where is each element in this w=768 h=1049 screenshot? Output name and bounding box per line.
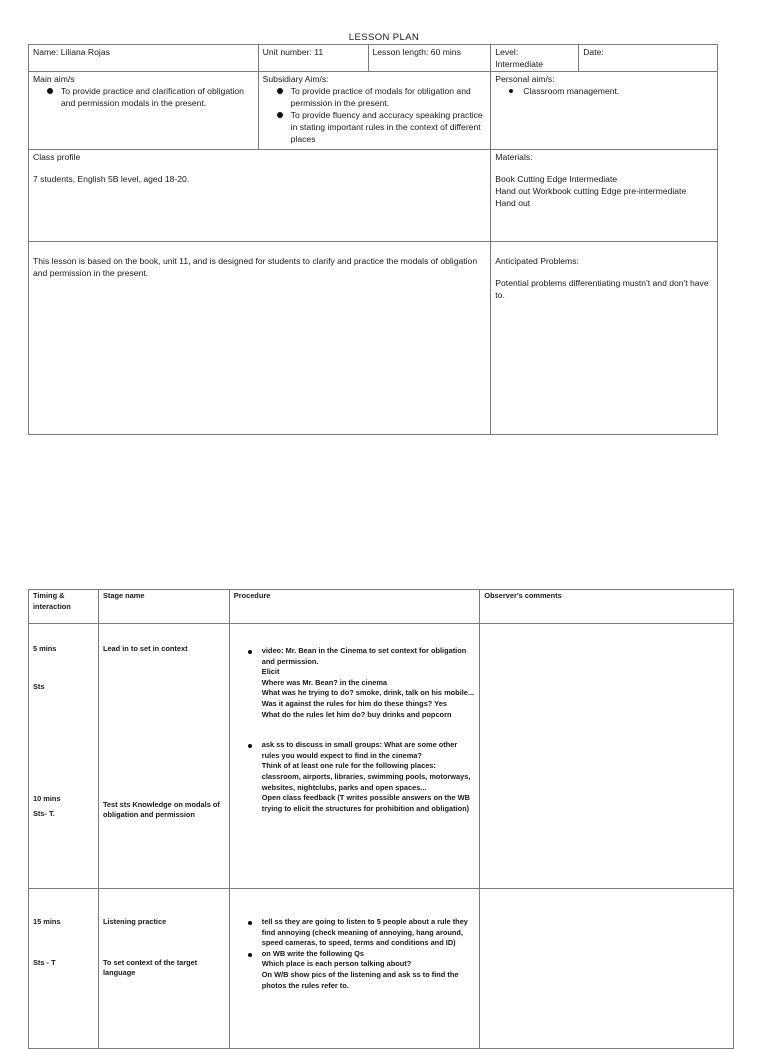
anticipated-label: Anticipated Problems: [495, 256, 579, 266]
procedure-bullet: tell ss they are going to listen to 5 people about a rule they find annoying (check meaning of annoying, hang around, speed cameras, to speed, terms and conditions and ID) [234, 917, 476, 949]
interaction-value: Sts- T. [33, 808, 55, 818]
main-aim-item: To provide practice and clarification of obligation and permission modals in the present. [33, 85, 254, 109]
date-cell: Date: [579, 45, 718, 72]
procedure-line: Think of at least one rule for the following places: classroom, airports, libraries, swimming pools, motorways, websites, nightclubs, parks and open spaces... [261, 761, 471, 792]
header-timing: Timing & interaction [29, 590, 99, 624]
subsidiary-aims-cell [258, 72, 491, 150]
level-cell [491, 45, 579, 72]
procedure-line: Elicit [261, 667, 280, 677]
stage-name: Test sts Knowledge on modals of obligation and permission [102, 799, 220, 820]
procedure-table [28, 589, 734, 1049]
header-row [29, 45, 718, 72]
materials-line: Hand out [495, 198, 531, 208]
name-cell: Name: Liliana Rojas [29, 45, 259, 72]
anticipated-text: Potential problems differentiating mustn't and don't have to. [495, 278, 709, 300]
timing-value: 5 mins [33, 644, 57, 653]
length-cell: Lesson length: 60 mins [368, 45, 491, 72]
lesson-basis-text: This lesson is based on the book, unit 11, and is designed for students to clarify and practice the modals of obligation and permission in the present. [33, 256, 478, 278]
procedure-line: On W/B show pics of the listening and ask ss to find the photos the rules refer to. [261, 969, 459, 990]
materials-line: Hand out Workbook cutting Edge pre-intermediate [495, 186, 687, 196]
header-observer: Observer's comments [480, 590, 734, 624]
document-title: LESSON PLAN [348, 32, 420, 43]
level-label: Level: [495, 47, 519, 57]
timing-cell [29, 889, 99, 1049]
personal-aims-cell [491, 72, 718, 150]
materials-label: Materials: [495, 152, 533, 162]
procedure-line: What do the rules let him do? buy drinks and popcorn [261, 709, 452, 719]
lesson-basis-cell [29, 242, 491, 435]
timing-value: 10 mins [33, 794, 61, 804]
header-stage: Stage name [98, 590, 229, 624]
procedure-cell [229, 889, 480, 1049]
timing-value: 15 mins [33, 917, 61, 926]
observer-comments-cell [480, 624, 734, 889]
procedure-bullet: video: Mr. Bean in the Cinema to set context for obligation and permission. [234, 646, 476, 667]
procedure-line: Open class feedback (T writes possible answers on the WB trying to elicit the structures for prohibition and obligation) [261, 793, 470, 813]
class-profile-cell [29, 150, 491, 242]
aims-row [29, 72, 718, 150]
observer-comments-cell [480, 889, 734, 1049]
stage-name: To set context of the target language [102, 957, 198, 978]
header-procedure: Procedure [229, 590, 480, 624]
main-aims-label: Main aim/s [33, 74, 75, 84]
stage-name: Lead in to set in context [102, 644, 188, 653]
class-profile-label: Class profile [33, 152, 81, 162]
subsidiary-aims-label: Subsidiary Aim/s: [262, 74, 329, 84]
procedure-line: Where was Mr. Bean? in the cinema [261, 677, 388, 687]
stage-cell [98, 889, 229, 1049]
procedure-bullet: on WB write the following Qs [234, 949, 476, 960]
personal-aim-item: Classroom management. [495, 85, 713, 97]
procedure-bullet: ask ss to discuss in small groups: What are some other rules you would expect to find in the cinema? [234, 740, 476, 761]
stage-cell [98, 624, 229, 889]
materials-line: Book Cutting Edge Intermediate [495, 174, 618, 184]
basis-row [29, 242, 718, 435]
level-value: Intermediate [495, 59, 544, 69]
procedure-line: What was he trying to do? smoke, drink, talk on his mobile... [261, 688, 475, 698]
lesson-info-table [28, 44, 718, 435]
main-aims-cell [29, 72, 259, 150]
table-row [29, 624, 734, 889]
interaction-value: Sts [33, 681, 45, 691]
procedure-line: Was it against the rules for him do these things? Yes [261, 698, 447, 708]
personal-aims-label: Personal aim/s: [495, 74, 555, 84]
timing-cell [29, 624, 99, 889]
materials-cell [491, 150, 718, 242]
table-row [29, 889, 734, 1049]
class-profile-text: 7 students, English 5B level, aged 18-20. [33, 174, 190, 184]
procedure-header-row [29, 590, 734, 624]
anticipated-problems-cell [491, 242, 718, 435]
subsidiary-aim-item: To provide fluency and accuracy speaking practice in stating important rules in the context of different places [263, 109, 487, 145]
procedure-line: Which place is each person talking about? [261, 959, 412, 969]
procedure-cell [229, 624, 480, 889]
interaction-value: Sts - T [33, 957, 56, 967]
unit-cell: Unit number: 11 [258, 45, 368, 72]
subsidiary-aim-item: To provide practice of modals for obligation and permission in the present. [263, 85, 487, 109]
stage-name: Listening practice [102, 917, 167, 926]
profile-row [29, 150, 718, 242]
